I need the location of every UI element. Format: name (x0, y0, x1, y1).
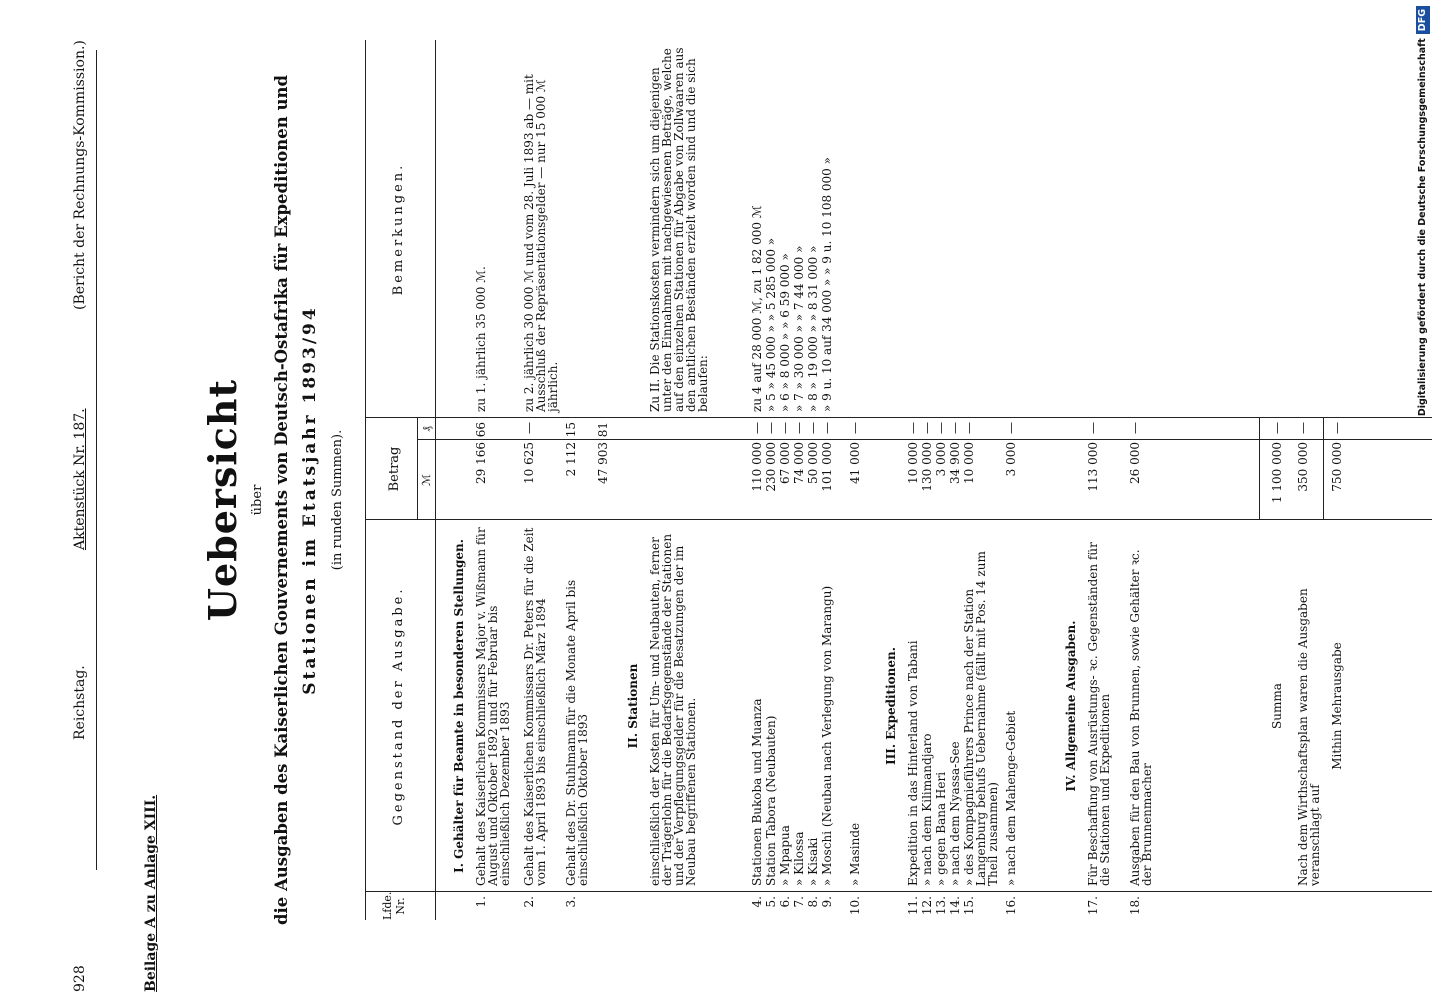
row-gegenstand: II. Stationen (626, 663, 640, 749)
sum-rule-2 (1323, 418, 1324, 520)
beilage-label: Beilage A zu Anlage XIII. (143, 794, 159, 992)
row-bemerkung: » 8 » 19 000 » » 8 31 000 » (806, 245, 820, 412)
row-betrag-pf: — (522, 422, 536, 434)
row-number: 14. (948, 896, 962, 916)
row-number: 6. (778, 896, 792, 908)
title-line-1: die Ausgaben des Kaiserlichen Gouvernements von Deutsch-Ostafrika für Expeditionen und (272, 74, 291, 926)
header-bericht: (Bericht der Rechnungs-Kommission.) (72, 40, 88, 310)
row-number: 2. (522, 896, 536, 908)
dfg-text: Digitalisierung gefördert durch die Deutsche Forschungsgemeinschaft (1417, 38, 1428, 417)
row-gegenstand: Ausgaben für den Bau von Brunnen, sowie Gehälter ꝛc. der Brunnenmacher (1128, 549, 1154, 886)
row-betrag-mark: 110 000 (750, 442, 764, 492)
row-betrag-pf: 81 (596, 422, 610, 438)
col-divider-4 (365, 417, 1432, 418)
row-betrag-mark: 3 000 (934, 442, 948, 477)
row-betrag-pf: — (962, 422, 976, 434)
row-betrag-pf: — (1086, 422, 1100, 434)
row-gegenstand: » gegen Bana Heri (934, 771, 948, 886)
row-betrag-mark: 350 000 (1296, 442, 1310, 492)
row-betrag-mark: 47 903 (596, 442, 610, 484)
row-betrag-mark: 74 000 (792, 442, 806, 484)
row-bemerkung: » 6 » 8 000 » » 6 59 000 » (778, 253, 792, 412)
row-number: 11. (906, 896, 920, 916)
dfg-logo: DFG (1416, 6, 1430, 34)
row-number: 12. (920, 896, 934, 916)
row-betrag-mark: 130 000 (920, 442, 934, 492)
row-betrag-mark: 50 000 (806, 442, 820, 484)
header-bemerkungen: Bemerkungen. (391, 162, 406, 296)
row-number: 1. (474, 896, 488, 908)
row-gegenstand: Nach dem Wirthschaftsplan waren die Ausgaben veranschlagt auf (1296, 588, 1322, 886)
row-gegenstand: IV. Allgemeine Ausgaben. (1064, 620, 1078, 792)
betrag-subheader-rule (417, 418, 418, 520)
header-rule (96, 50, 97, 870)
row-gegenstand: » Kilossa (792, 831, 806, 886)
row-number: 8. (806, 896, 820, 908)
row-number: 13. (934, 896, 948, 916)
row-betrag-pf: — (806, 422, 820, 434)
row-gegenstand: » Moschi (Neubau nach Verlegung von Marangu) (820, 585, 834, 886)
row-betrag-pf: — (1004, 422, 1018, 434)
header-gegenstand: Gegenstand der Ausgabe. (391, 586, 406, 826)
row-bemerkung: » 5 » 45 000 » » 5 285 000 » (764, 237, 778, 412)
row-gegenstand: Gehalt des Dr. Stuhlmann für die Monate April bis einschließlich Oktober 1893 (564, 579, 590, 886)
page-title: Uebersicht (200, 378, 245, 622)
row-gegenstand: » Kisaki (806, 837, 820, 886)
row-gegenstand: Expedition in das Hinterland von Tabani (906, 640, 920, 886)
row-betrag-mark: 3 000 (1004, 442, 1018, 477)
header-pf: ₰ (420, 426, 433, 432)
row-number: 7. (792, 896, 806, 908)
row-betrag-pf: — (934, 422, 948, 434)
row-betrag-mark: 101 000 (820, 442, 834, 492)
row-bemerkung: zu 4 auf 28 000 ℳ, zu 1 82 000 ℳ (750, 205, 764, 412)
row-gegenstand: Station Tabora (Neubauten) (764, 715, 778, 886)
row-bemerkung: zu 2. jährlich 30 000 ℳ und vom 28. Juli 1893 ab — mit Ausschluß der Repräsentationsgelder — nur 15 000 ℳ jährlich. (522, 74, 560, 412)
row-gegenstand: Stationen Bukoba und Muanza (750, 698, 764, 886)
col-divider-3 (417, 439, 1432, 440)
row-number: 9. (820, 896, 834, 908)
row-betrag-pf: 15 (564, 422, 578, 438)
row-number: 4. (750, 896, 764, 908)
row-gegenstand: » nach dem Nyassa-See (948, 741, 962, 886)
row-number: 15. (962, 896, 976, 916)
row-betrag-mark: 10 000 (962, 442, 976, 484)
header-reichstag: Reichstag. (72, 665, 88, 740)
row-gegenstand: I. Gehälter für Beamte in besonderen Stellungen. (452, 539, 466, 873)
row-betrag-mark: 67 000 (778, 442, 792, 484)
row-gegenstand: Für Beschaffung von Ausrüstungs- ꝛc. Gegenständen für die Stationen und Expeditionen (1086, 542, 1112, 886)
row-bemerkung: zu 1. jährlich 35 000 ℳ. (474, 266, 488, 412)
title-ueber: über (250, 484, 265, 516)
row-betrag-mark: 113 000 (1086, 442, 1100, 492)
expenditure-table (365, 40, 1432, 920)
row-betrag-pf: 66 (474, 422, 488, 438)
row-gegenstand: Gehalt des Kaiserlichen Kommissars Dr. Peters für die Zeit vom 1. April 1893 bis einschließlich März 1894 (522, 527, 548, 886)
row-betrag-mark: 230 000 (764, 442, 778, 492)
row-gegenstand: » Mpapua (778, 825, 792, 886)
row-betrag-mark: 10 000 (906, 442, 920, 484)
row-betrag-pf: — (848, 422, 862, 434)
row-gegenstand: » des Kompagnieführers Prince nach der Station Langenburg behufs Uebernahme (fällt mit Pos. 14 zum Theil zusammen) (962, 551, 1000, 886)
table-header-rule (435, 40, 436, 920)
row-betrag-mark: 750 000 (1330, 442, 1344, 492)
row-gegenstand: III. Expeditionen. (884, 647, 898, 765)
row-bemerkung: » 9 u. 10 auf 34 000 » » 9 u. 10 108 000 » (820, 157, 834, 412)
header-mark: ℳ (420, 474, 433, 486)
row-betrag-mark: 2 112 (564, 442, 578, 477)
row-gegenstand: » nach dem Kilimandjaro (920, 733, 934, 886)
row-gegenstand: einschließlich der Kosten für Um- und Neubauten, ferner der Trägerlohn für die Bedarfsgegenstände der Stationen und der Verpflegungsgelder für die Besatzungen der im Neubau begriffenen Stationen. (648, 533, 698, 886)
row-number: 18. (1128, 896, 1142, 916)
row-number: 17. (1086, 896, 1100, 916)
col-divider-2 (365, 519, 1432, 520)
row-number: 10. (848, 896, 862, 916)
header-nr: Lfde. Nr. (381, 891, 407, 920)
header-aktenstueck: Aktenstück Nr. 187. (72, 408, 88, 550)
row-betrag-pf: — (764, 422, 778, 434)
row-betrag-pf: — (750, 422, 764, 434)
row-betrag-pf: — (792, 422, 806, 434)
row-betrag-mark: 29 166 (474, 442, 488, 484)
row-betrag-mark: 1 100 000 (1270, 442, 1284, 504)
row-betrag-pf: — (1128, 422, 1142, 434)
title-line-2: Stationen im Etatsjahr 1893/94 (300, 305, 320, 695)
row-betrag-mark: 34 900 (948, 442, 962, 484)
row-gegenstand: Gehalt des Kaiserlichen Kommissars Major v. Wißmann für August und Oktober 1892 und für Februar bis einschließlich Dezember 1893 (474, 527, 512, 886)
row-betrag-pf: — (820, 422, 834, 434)
row-gegenstand: Summa (1270, 683, 1284, 729)
row-betrag-mark: 41 000 (848, 442, 862, 484)
row-number: 5. (764, 896, 778, 908)
row-betrag-mark: 10 625 (522, 442, 536, 484)
row-betrag-pf: — (948, 422, 962, 434)
row-bemerkung: Zu II. Die Stationskosten vermindern sich um diejenigen unter den Einnahmen mit nachgewiesenen Beträge, welche auf den einzelnen Stationen für Abgabe von Zollwaaren aus den amtlichen Beständen erzielt worden sind und die sich belaufen: (648, 47, 710, 412)
title-line-3: (in runden Summen). (330, 429, 345, 571)
row-betrag-pf: — (778, 422, 792, 434)
row-number: 3. (564, 896, 578, 908)
header-betrag: Betrag (387, 446, 402, 492)
row-betrag-pf: — (1270, 422, 1284, 434)
dfg-side-note (1414, 6, 1432, 990)
row-gegenstand: Mithin Mehrausgabe (1330, 642, 1344, 770)
row-bemerkung: » 7 » 30 000 » » 7 44 000 » (792, 245, 806, 412)
row-gegenstand: » Masinde (848, 822, 862, 886)
row-betrag-pf: — (920, 422, 934, 434)
col-divider-1 (365, 891, 1432, 892)
row-betrag-pf: — (1296, 422, 1310, 434)
page-number: 928 (72, 965, 88, 992)
row-gegenstand: » nach dem Mahenge-Gebiet (1004, 710, 1018, 886)
row-number: 16. (1004, 896, 1018, 916)
row-betrag-pf: — (1330, 422, 1344, 434)
table-top-rule (365, 40, 366, 920)
sum-rule-1 (1259, 418, 1260, 520)
row-betrag-mark: 26 000 (1128, 442, 1142, 484)
row-betrag-pf: — (906, 422, 920, 434)
